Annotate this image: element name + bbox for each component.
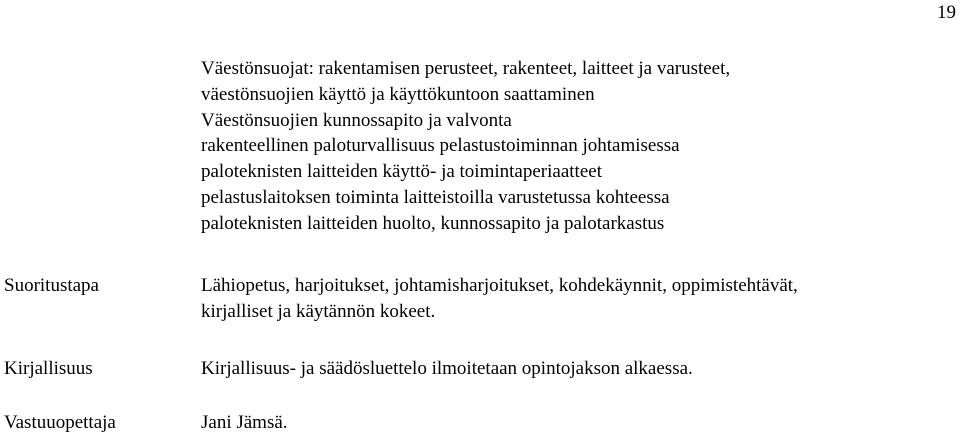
content-line: pelastuslaitoksen toiminta laitteistoilla varustetussa kohteessa xyxy=(201,186,670,208)
suoritustapa-line: Lähiopetus, harjoitukset, johtamisharjoitukset, kohdekäynnit, oppimistehtävät, xyxy=(201,275,798,296)
course-content-list xyxy=(201,56,730,237)
content-line: rakenteellinen paloturvallisuus pelastustoiminnan johtamisessa xyxy=(201,135,680,157)
vastuuopettaja-text: Jani Jämsä. xyxy=(201,412,288,433)
content-line: Väestönsuojien kunnossapito ja valvonta xyxy=(201,109,512,131)
vastuuopettaja-value xyxy=(201,410,956,436)
content-line: paloteknisten laitteiden huolto, kunnossapito ja palotarkastus xyxy=(201,212,665,234)
content-line: Väestönsuojat: rakentamisen perusteet, rakenteet, laitteet ja varusteet, xyxy=(201,58,731,79)
kirjallisuus-label: Kirjallisuus xyxy=(4,358,93,379)
suoritustapa-value xyxy=(201,273,956,325)
kirjallisuus-text: Kirjallisuus- ja säädösluettelo ilmoitetaan opintojakson alkaessa. xyxy=(201,358,693,379)
content-line: väestönsuojien käyttö ja käyttökuntoon saattaminen xyxy=(201,83,595,105)
suoritustapa-line: kirjalliset ja käytännön kokeet. xyxy=(201,300,436,322)
vastuuopettaja-label: Vastuuopettaja xyxy=(4,412,116,433)
suoritustapa-label: Suoritustapa xyxy=(4,275,99,296)
kirjallisuus-value xyxy=(201,356,956,382)
content-line: paloteknisten laitteiden käyttö- ja toimintaperiaatteet xyxy=(201,161,602,183)
page-number: 19 xyxy=(937,2,956,23)
